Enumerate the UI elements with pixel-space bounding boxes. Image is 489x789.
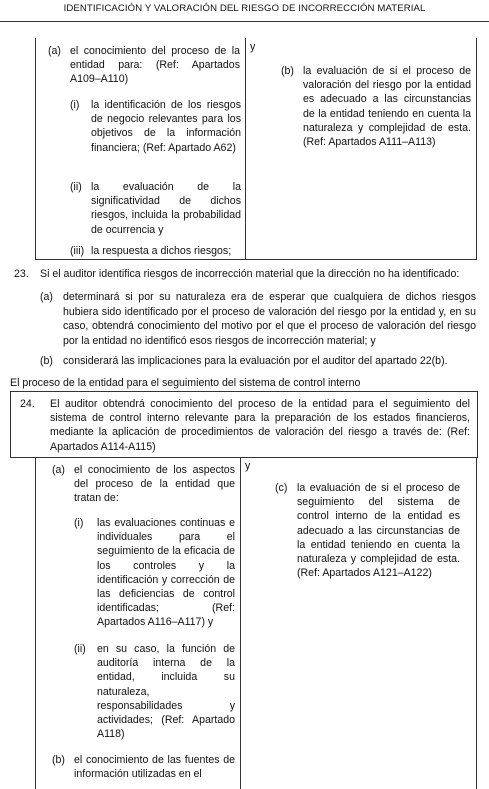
table1-b-text: la evaluación de si el proceso de valoración del riesgo por la entidad es adecuado a las circunstancias de la entidad teniendo en cuenta la naturaleza y complejidad de esta. (Ref: Apartados A111–A113)	[303, 65, 471, 149]
table1-divider	[245, 38, 246, 260]
table2-i-text: las evaluaciones continuas e individuales para el seguimiento de la eficacia de los controles y la identificación y corrección de las deficiencias de control identificadas; (Ref: Apartados A116–A117) y	[97, 517, 235, 629]
para23-b-text: considerará las implicaciones para la evaluación por el auditor del apartado 22(b).	[63, 355, 448, 367]
table1-y-connector: y	[250, 41, 256, 53]
para23-b-num: (b)	[40, 355, 53, 367]
table1-iii-num: (iii)	[70, 245, 85, 257]
table2-c-num: (c)	[275, 482, 288, 494]
table2-y-connector: y	[245, 460, 251, 472]
para23-a-text: determinará si por su naturaleza era de esperar que cualquiera de dichos riesgos hubiera sido identificado por el proceso de valoración del riesgo por la entidad y, en su caso, obtendrá conocimiento del motivo por el que el proceso de valoración del riesgo por la entidad no identificó esos riesgos de incorrección material; y	[63, 291, 476, 347]
header-rule	[0, 21, 489, 22]
table2-c-text: la evaluación de si el proceso de seguimiento del sistema de control interno de la entidad es adecuado a las circunstancias de la entidad teniendo en cuenta la naturaleza y complejidad de esta. (Ref: Apartados A121–A122)	[297, 482, 460, 580]
para23-text: Si el auditor identifica riesgos de incorrección material que la dirección no ha identificado:	[40, 268, 460, 280]
table2-a-num: (a)	[52, 464, 65, 476]
para23-num: 23.	[14, 268, 29, 280]
table1-ii-num: (ii)	[70, 181, 82, 193]
table1-iii-text: la respuesta a dichos riesgos;	[91, 245, 232, 257]
table1-b-num: (b)	[281, 65, 294, 77]
table2-b-num: (b)	[52, 754, 65, 766]
table1-a-num: (a)	[48, 45, 61, 57]
table1-ii-text: la evaluación de la significatividad de dichos riesgos, incluida la probabilidad de ocurrencia y	[91, 181, 241, 236]
table2-ii-num: (ii)	[74, 643, 86, 655]
table2-i-num: (i)	[74, 517, 84, 529]
table2-divider	[240, 457, 241, 789]
para24-num: 24.	[20, 398, 35, 410]
page-header: IDENTIFICACIÓN Y VALORACIÓN DEL RIESGO DE INCORRECCIÓN MATERIAL	[63, 3, 426, 14]
table2-ii-text: en su caso, la función de auditoría interna de la entidad, incluida su naturaleza, responsabilidades y actividades; (Ref: Apartado A118)	[97, 643, 235, 741]
table1-a-text: el conocimiento del proceso de la entidad para: (Ref: Apartados A109–A110)	[70, 45, 240, 86]
para24-text: El auditor obtendrá conocimiento del proceso de la entidad para el seguimiento del sistema de control interno relevante para la preparación de los estados financieros, mediante la aplicación de procedimientos de valoración del riesgo a través de: (Ref: Apartados A114-A115)	[50, 398, 470, 453]
section-heading: El proceso de la entidad para el seguimiento del sistema de control interno	[10, 377, 361, 389]
table2-b-text: el conocimiento de las fuentes de información utilizadas en el	[74, 754, 235, 781]
table1-i-text: la identificación de los riesgos de negocio relevantes para los objetivos de la información financiera; (Ref: Apartado A62)	[91, 99, 241, 154]
para23-a-num: (a)	[40, 291, 53, 303]
table1-i-num: (i)	[70, 99, 80, 111]
table2-a-text: el conocimiento de los aspectos del proceso de la entidad que tratan de:	[74, 464, 235, 505]
